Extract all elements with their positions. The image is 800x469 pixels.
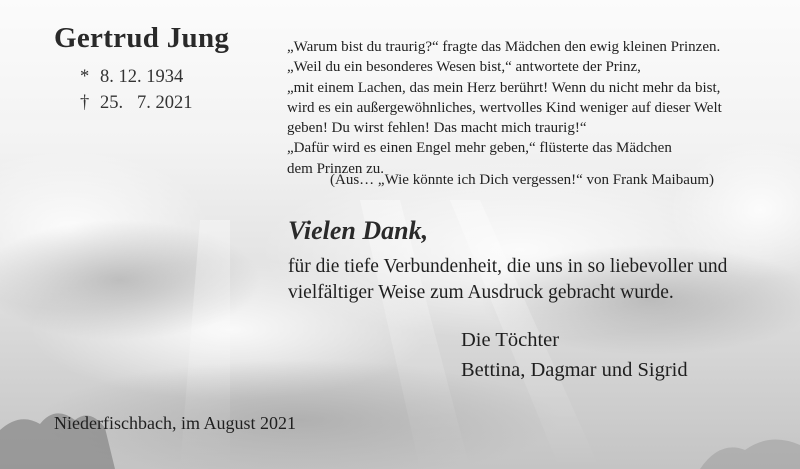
thanks-line: für die tiefe Verbundenheit, die uns in so liebevoller und bbox=[288, 256, 728, 277]
life-dates bbox=[80, 64, 193, 116]
birth-line bbox=[80, 64, 193, 90]
quote-block bbox=[287, 37, 722, 179]
deceased-name: Gertrud Jung bbox=[54, 22, 230, 54]
death-date: 25. 7. 2021 bbox=[100, 93, 193, 113]
birth-date: 8. 12. 1934 bbox=[100, 67, 184, 87]
place-and-date: Niederfischbach, im August 2021 bbox=[54, 413, 296, 433]
quote-line: „Weil du ein besonderes Wesen bist,“ antwortete der Prinz, bbox=[287, 59, 641, 76]
quote-line: „Dafür wird es einen Engel mehr geben,“ flüsterte das Mädchen bbox=[287, 140, 672, 157]
quote-line: „mit einem Lachen, das mein Herz berührt! Wenn du nicht mehr da bist, bbox=[287, 79, 721, 96]
quote-line: „Warum bist du traurig?“ fragte das Mädchen den ewig kleinen Prinzen. bbox=[287, 39, 721, 55]
signature-title: Die Töchter bbox=[461, 329, 560, 351]
quote-line: wird es ein außergewöhnliches, wertvolles Kind weniger auf dieser Welt bbox=[287, 99, 722, 116]
death-symbol: † bbox=[80, 93, 90, 113]
thanks-line: vielfältiger Weise zum Ausdruck gebracht wurde. bbox=[288, 282, 674, 303]
birth-symbol: * bbox=[80, 67, 90, 87]
quote-source: (Aus… „Wie könnte ich Dich vergessen!“ von Frank Maibaum) bbox=[330, 172, 715, 188]
signature-names: Bettina, Dagmar und Sigrid bbox=[461, 359, 688, 381]
quote-line: geben! Du wirst fehlen! Das macht mich traurig!“ bbox=[287, 120, 587, 137]
quote-line: dem Prinzen zu. bbox=[287, 160, 385, 177]
thanks-heading: Vielen Dank, bbox=[288, 216, 429, 245]
death-line bbox=[80, 90, 193, 116]
thanks-text bbox=[288, 254, 727, 306]
signature-block bbox=[461, 325, 688, 385]
